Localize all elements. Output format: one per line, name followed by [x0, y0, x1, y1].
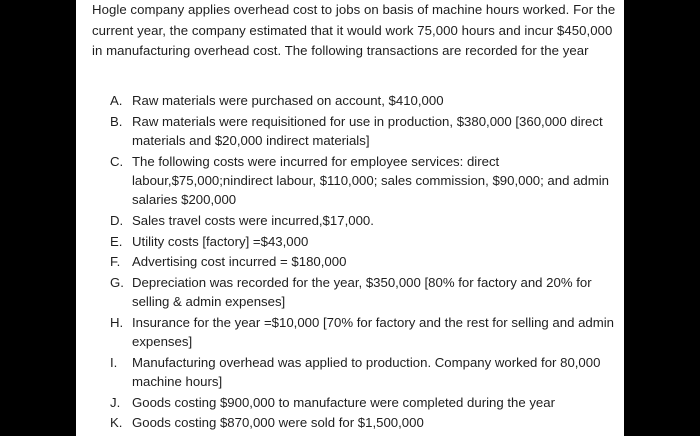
transaction-text: Advertising cost incurred = $180,000	[132, 254, 347, 270]
transaction-item-a	[110, 91, 618, 110]
transaction-letter: C.	[110, 153, 124, 169]
transaction-item-g	[110, 273, 618, 312]
transaction-letter: G.	[110, 274, 124, 290]
transaction-letter: K.	[110, 415, 123, 431]
transaction-item-i	[110, 353, 618, 392]
transaction-letter: I.	[110, 354, 118, 370]
document-page	[76, 0, 624, 436]
problem-intro: Hogle company applies overhead cost to jobs on basis of machine hours worked. For the current year, the company estimated that it would work 75,000 hours and incur $450,000 in manufacturing overhead cost. The following transactions are recorded for the year	[92, 2, 616, 58]
transaction-text: Goods costing $900,000 to manufacture were completed during the year	[132, 394, 555, 410]
transaction-letter: B.	[110, 113, 123, 129]
transaction-item-d	[110, 211, 618, 230]
transaction-text: Utility costs [factory] =$43,000	[132, 233, 309, 249]
transaction-letter: J.	[110, 394, 121, 410]
transaction-item-f	[110, 252, 618, 271]
transaction-letter: E.	[110, 233, 123, 249]
transaction-text: Goods costing $870,000 were sold for $1,500,000	[132, 415, 424, 431]
transaction-text: The following costs were incurred for employee services: direct labour,$75,000;nindirect labour, $110,000; sales commission, $90,000; and admin salaries $200,000	[132, 153, 610, 208]
transaction-letter: D.	[110, 213, 124, 228]
transaction-item-c	[110, 152, 618, 210]
transaction-list	[110, 91, 618, 434]
transaction-text: Raw materials were purchased on account, $410,000	[132, 93, 444, 108]
transaction-item-b	[110, 112, 618, 151]
transaction-letter: A.	[110, 93, 123, 108]
transaction-letter: F.	[110, 254, 121, 270]
transaction-letter: H.	[110, 314, 124, 330]
transaction-text: Raw materials were requisitioned for use in production, $380,000 [360,000 direct materials and $20,000 indirect materials]	[132, 113, 603, 148]
transaction-item-k	[110, 413, 618, 432]
transaction-item-j	[110, 393, 618, 412]
transaction-text: Insurance for the year =$10,000 [70% for factory and the rest for selling and admin expenses]	[132, 314, 614, 350]
transaction-item-h	[110, 313, 618, 352]
transaction-text: Sales travel costs were incurred,$17,000.	[132, 213, 374, 228]
transaction-text: Depreciation was recorded for the year, $350,000 [80% for factory and 20% for selling & admin expenses]	[132, 274, 592, 310]
transaction-text: Manufacturing overhead was applied to production. Company worked for 80,000 machine hours]	[132, 354, 601, 390]
transaction-item-e	[110, 232, 618, 251]
